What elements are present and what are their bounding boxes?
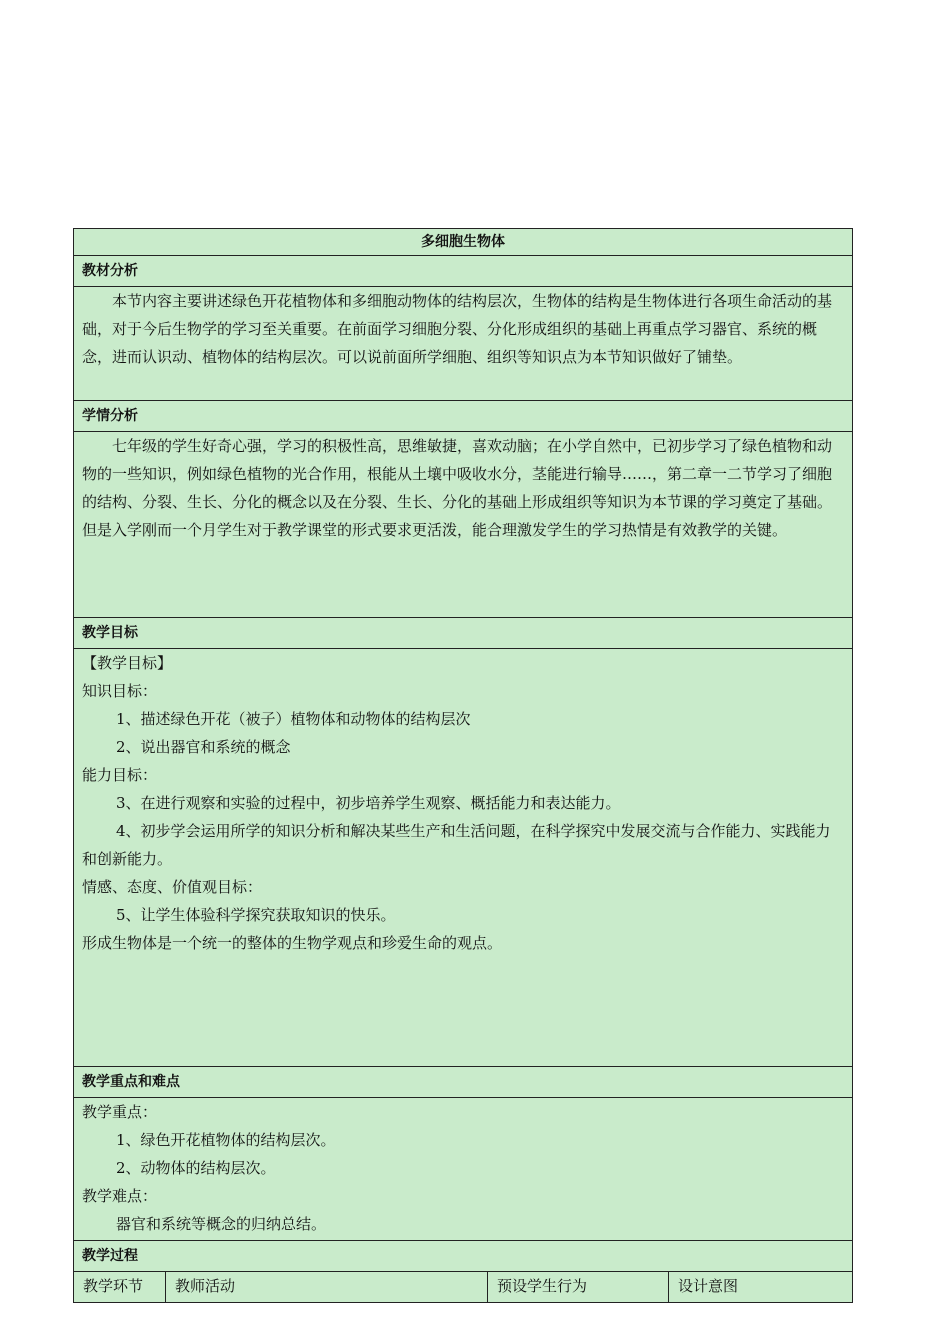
process-col-student: 预设学生行为 bbox=[488, 1272, 669, 1302]
section-body-material bbox=[74, 287, 852, 401]
process-header-row bbox=[74, 1272, 852, 1302]
process-col-intent: 设计意图 bbox=[678, 1277, 739, 1295]
section-heading-keypoints: 教学重点和难点 bbox=[74, 1067, 852, 1098]
goals-line: 知识目标： bbox=[82, 682, 158, 700]
goals-line: 5、让学生体验科学探究获取知识的快乐。 bbox=[116, 906, 396, 924]
goals-line: 3、在进行观察和实验的过程中，初步培养学生观察、概括能力和表达能力。 bbox=[116, 794, 621, 812]
keypoints-line: 教学重点： bbox=[82, 1103, 158, 1121]
section-body-students bbox=[74, 432, 852, 618]
keypoints-line: 1、绿色开花植物体的结构层次。 bbox=[116, 1131, 336, 1149]
table-title: 多细胞生物体 bbox=[74, 229, 852, 256]
material-text: 本节内容主要讲述绿色开花植物体和多细胞动物体的结构层次，生物体的结构是生物体进行各项生命活动的基础，对于今后生物学的学习至关重要。在前面学习细胞分裂、分化形成组织的基础上再重点学习器官、系统的概念，进而认识动、植物体的结构层次。可以说前面所学细胞、组织等知识点为本节知识做好了铺垫。 bbox=[82, 292, 833, 366]
section-body-goals bbox=[74, 649, 852, 1067]
students-text: 七年级的学生好奇心强，学习的积极性高，思维敏捷，喜欢动脑；在小学自然中，已初步学习了绿色植物和动物的一些知识，例如绿色植物的光合作用，根能从土壤中吸收水分，茎能进行输导……，第二章一二节学习了细胞的结构、分裂、生长、分化的概念以及在分裂、生长、分化的基础上形成组织等知识为本节课的学习奠定了基础。 但是入学刚而一个月学生对于教学课堂的形式要求更活泼，能合理激发学生的学习热情是有效教学的关键。 bbox=[82, 437, 833, 539]
section-heading-process: 教学过程 bbox=[74, 1241, 852, 1272]
goals-line: 情感、态度、价值观目标： bbox=[82, 878, 263, 896]
goals-line: 4、初步学会运用所学的知识分析和解决某些生产和生活问题，在科学探究中发展交流与合作能力、实践能力和创新能力。 bbox=[82, 822, 831, 868]
section-heading-goals: 教学目标 bbox=[74, 618, 852, 649]
keypoints-line: 2、动物体的结构层次。 bbox=[116, 1159, 276, 1177]
goals-line: 【教学目标】 bbox=[82, 654, 173, 672]
goals-line: 形成生物体是一个统一的整体的生物学观点和珍爱生命的观点。 bbox=[82, 934, 503, 952]
section-body-keypoints bbox=[74, 1098, 852, 1241]
process-col-stage: 教学环节 bbox=[74, 1272, 166, 1302]
goals-line: 2、说出器官和系统的概念 bbox=[116, 738, 291, 756]
process-col-teacher: 教师活动 bbox=[166, 1272, 488, 1302]
keypoints-line: 器官和系统等概念的归纳总结。 bbox=[116, 1215, 327, 1233]
section-heading-students: 学情分析 bbox=[74, 401, 852, 432]
section-heading-material: 教材分析 bbox=[74, 256, 852, 287]
keypoints-line: 教学难点： bbox=[82, 1187, 158, 1205]
goals-line: 1、描述绿色开花（被子）植物体和动物体的结构层次 bbox=[116, 710, 471, 728]
lesson-plan-table bbox=[73, 228, 853, 1303]
goals-line: 能力目标： bbox=[82, 766, 158, 784]
